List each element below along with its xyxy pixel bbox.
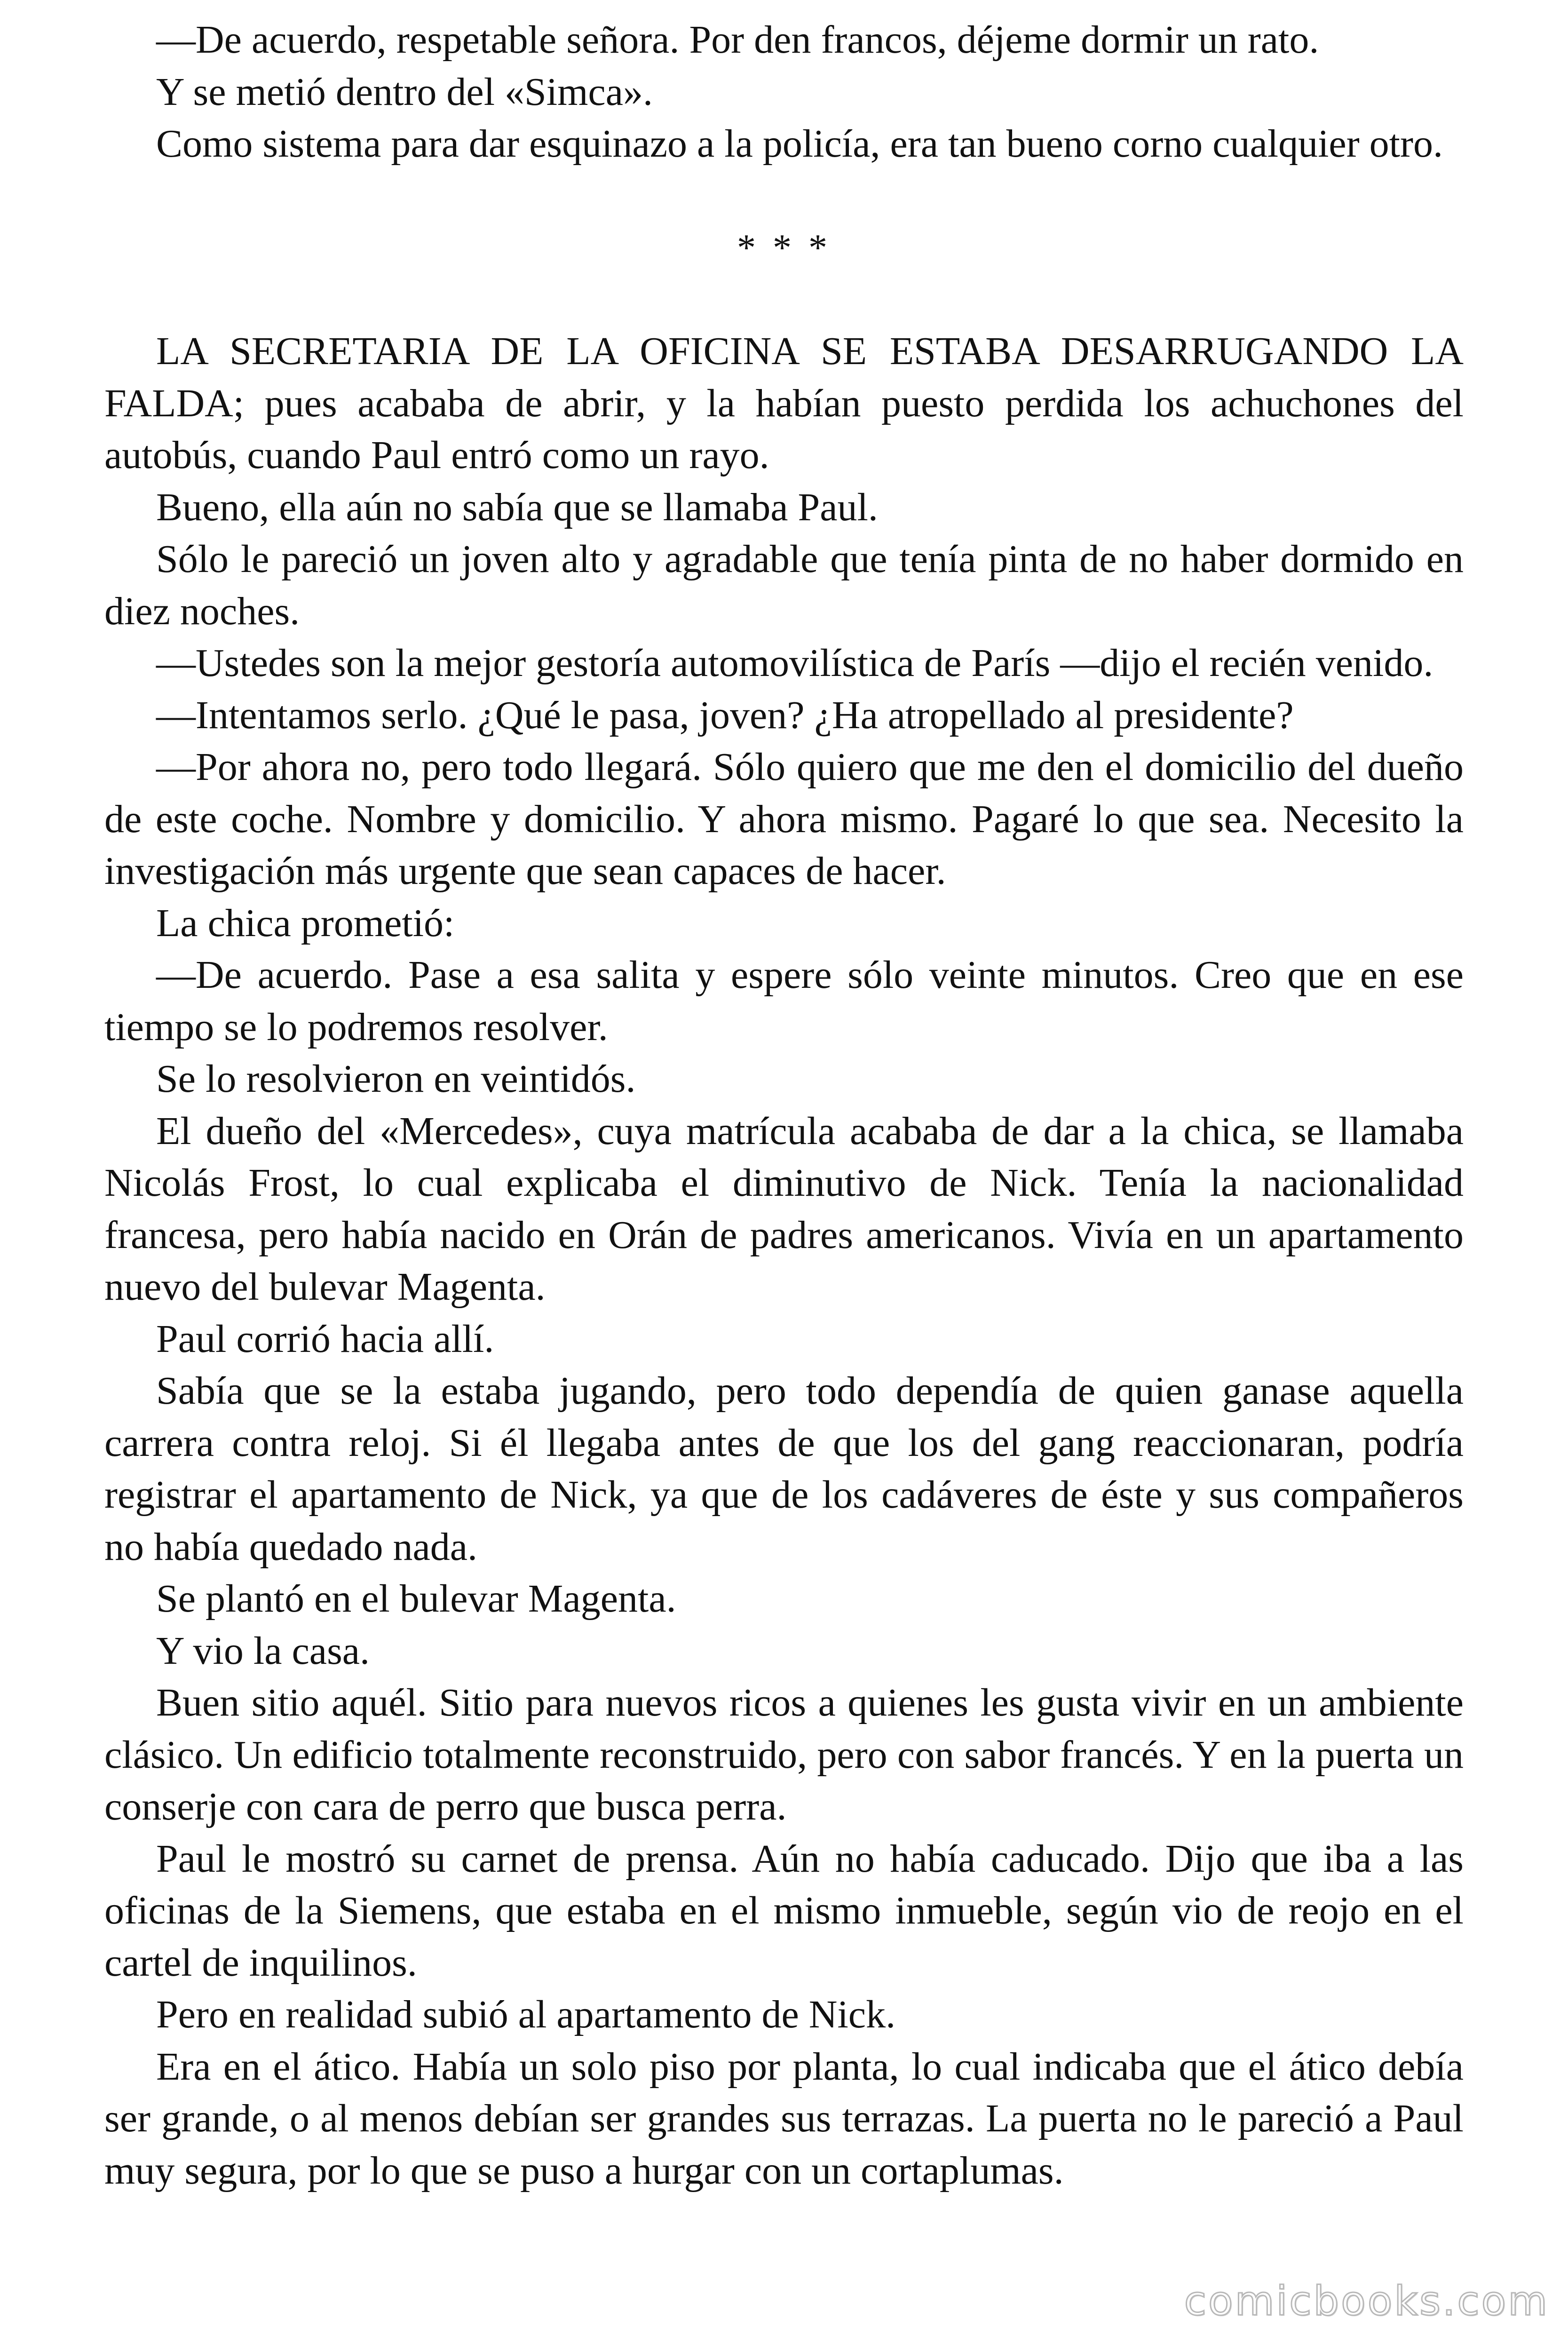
paragraph: Pero en realidad subió al apartamento de Nick.: [156, 1993, 896, 2036]
paragraph: Sólo le pareció un joven alto y agradable que tenía pinta de no haber dormido en diez noches.: [104, 537, 1464, 633]
paragraph: Era en el ático. Había un solo piso por planta, lo cual indicaba que el ático debía ser grande, o al menos debían ser grandes sus terrazas. La puerta no le pareció a Paul muy segura, por lo que se puso a hurgar con un cortaplumas.: [104, 2044, 1464, 2193]
paragraph: Como sistema para dar esquinazo a la policía, era tan bueno corno cualquier otro.: [156, 122, 1443, 166]
section-separator: * * *: [737, 227, 831, 269]
paragraph: —Intentamos serlo. ¿Qué le pasa, joven? ¿Ha atropellado al presidente?: [156, 693, 1294, 737]
paragraph: Se plantó en el bulevar Magenta.: [156, 1577, 676, 1621]
book-page: [104, 14, 1464, 2197]
paragraph: Buen sitio aquél. Sitio para nuevos ricos a quienes les gusta vivir en un ambiente clásico. Un edificio totalmente reconstruido, pero con sabor francés. Y en la puerta un conserje con cara de perro que busca perra.: [104, 1681, 1464, 1828]
paragraph: Paul corrió hacia allí.: [156, 1317, 494, 1361]
paragraph: —Ustedes son la mejor gestoría automovilística de París —dijo el recién venido.: [156, 641, 1433, 685]
paragraph: LA SECRETARIA DE LA OFICINA SE ESTABA DESARRUGANDO LA FALDA; pues acababa de abrir, y la habían puesto perdida los achuchones del autobús, cuando Paul entró como un rayo.: [104, 329, 1464, 477]
paragraph: Paul le mostró su carnet de prensa. Aún no había caducado. Dijo que iba a las oficinas de la Siemens, que estaba en el mismo inmueble, según vio de reojo en el cartel de inquilinos.: [104, 1836, 1464, 1985]
paragraph: —De acuerdo, respetable señora. Por den francos, déjeme dormir un rato.: [156, 18, 1319, 62]
paragraph: La chica prometió:: [156, 901, 455, 945]
paragraph: Sabía que se la estaba jugando, pero todo dependía de quien ganase aquella carrera contra reloj. Si él llegaba antes de que los del gang reaccionaran, podría registrar el apartamento de Nick, ya que de los cadáveres de éste y sus compañeros no había quedado nada.: [104, 1369, 1464, 1569]
paragraph: —Por ahora no, pero todo llegará. Sólo quiero que me den el domicilio del dueño de este coche. Nombre y domicilio. Y ahora mismo. Pagaré lo que sea. Necesito la investigación más urgente que sean capaces de hacer.: [104, 745, 1464, 893]
paragraph: Y se metió dentro del «Simca».: [156, 70, 653, 114]
paragraph: —De acuerdo. Pase a esa salita y espere sólo veinte minutos. Creo que en ese tiempo se lo podremos resolver.: [104, 953, 1464, 1049]
paragraph: Bueno, ella aún no sabía que se llamaba Paul.: [156, 485, 878, 529]
paragraph: Se lo resolvieron en veintidós.: [156, 1057, 636, 1101]
paragraph: Y vio la casa.: [156, 1629, 370, 1673]
paragraph: El dueño del «Mercedes», cuya matrícula acababa de dar a la chica, se llamaba Nicolás Frost, lo cual explicaba el diminutivo de Nick. Tenía la nacionalidad francesa, pero había nacido en Orán de padres americanos. Vivía en un apartamento nuevo del bulevar Magenta.: [104, 1109, 1464, 1309]
watermark-logo: comicbooks.com: [1184, 2278, 1549, 2325]
